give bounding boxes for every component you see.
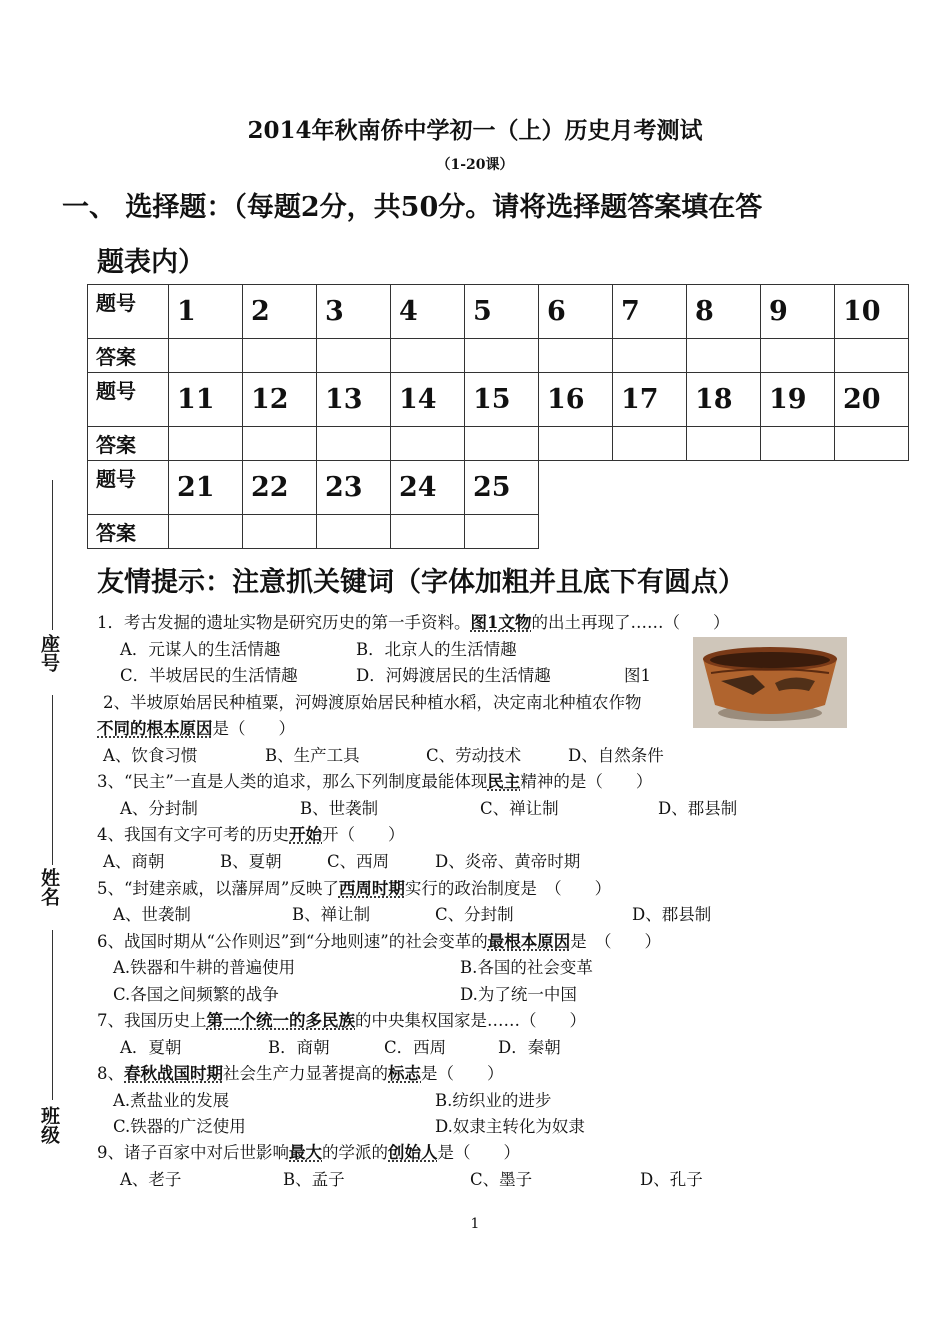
question-text: 的学派的 — [322, 1143, 388, 1162]
q-number: 20 — [835, 373, 909, 427]
answer-table — [87, 284, 909, 549]
answer-cell[interactable] — [539, 427, 613, 461]
answer-cell[interactable] — [317, 515, 391, 549]
answer-cell[interactable] — [761, 427, 835, 461]
q-number: 10 — [835, 285, 909, 339]
a-label: 答案 — [88, 427, 169, 461]
answer-cell[interactable] — [687, 339, 761, 373]
q-label: 题号 — [88, 373, 169, 427]
question-8 — [97, 1060, 504, 1084]
seat-label: 座号 — [38, 634, 60, 672]
answer-cell[interactable] — [687, 427, 761, 461]
question-text: 6、战国时期从“公作则迟”到“分地则速”的社会变革的 — [97, 932, 488, 951]
question-text: 是（ ） — [437, 1143, 520, 1162]
keyword: 标志 — [388, 1064, 421, 1083]
question-text: 9、诸子百家中对后世影响 — [97, 1143, 289, 1162]
exam-title: 2014年秋南侨中学初一（上）历史月考测试 — [247, 117, 703, 144]
q-number: 8 — [687, 285, 761, 339]
question-text: 4、我国有文字可考的历史 — [97, 825, 289, 844]
question-text: 2、半坡原始居民种植粟，河姆渡原始居民种植水稻，决定南北种植农作物 — [103, 693, 642, 712]
q-label: 题号 — [88, 285, 169, 339]
option-a[interactable]: A．夏朝 — [120, 1038, 182, 1057]
answer-cell[interactable] — [539, 339, 613, 373]
option-c[interactable]: C、西周 — [327, 852, 390, 871]
question-text: 的出土再现了……（ ） — [531, 613, 730, 632]
answer-cell[interactable] — [835, 427, 909, 461]
option-c[interactable]: C．西周 — [384, 1038, 447, 1057]
option-d[interactable]: D、自然条件 — [568, 746, 664, 765]
option-b[interactable]: B、孟子 — [283, 1170, 345, 1189]
answer-cell[interactable] — [465, 515, 539, 549]
option-d[interactable]: D．秦朝 — [498, 1038, 561, 1057]
table-row — [88, 427, 909, 461]
answer-cell[interactable] — [613, 427, 687, 461]
table-row — [88, 285, 909, 339]
question-text: 精神的是（ ） — [520, 772, 653, 791]
option-a[interactable]: A、饮食习惯 — [103, 746, 198, 765]
option-b[interactable]: B.纺织业的进步 — [435, 1091, 552, 1110]
q-number: 24 — [391, 461, 465, 515]
question-1 — [97, 609, 729, 633]
answer-cell[interactable] — [613, 339, 687, 373]
a-label: 答案 — [88, 515, 169, 549]
question-6 — [97, 928, 661, 952]
q-number: 11 — [169, 373, 243, 427]
answer-cell[interactable] — [465, 427, 539, 461]
answer-cell[interactable] — [169, 515, 243, 549]
option-c[interactable]: C、分封制 — [435, 905, 514, 924]
keyword: 春秋战国时期 — [124, 1064, 223, 1083]
question-text: 社会生产力显著提高的 — [223, 1064, 388, 1083]
answer-cell[interactable] — [465, 339, 539, 373]
binding-line — [52, 480, 53, 630]
option-a[interactable]: A、分封制 — [120, 799, 198, 818]
answer-cell[interactable] — [391, 339, 465, 373]
q-number: 19 — [761, 373, 835, 427]
q-label: 题号 — [88, 461, 169, 515]
option-a[interactable]: A、老子 — [120, 1170, 182, 1189]
answer-cell[interactable] — [243, 339, 317, 373]
keyword: 图1文物 — [470, 613, 532, 632]
q-number: 7 — [613, 285, 687, 339]
answer-cell[interactable] — [243, 427, 317, 461]
q-number: 15 — [465, 373, 539, 427]
empty-area — [539, 515, 909, 549]
exam-subtitle: （1-20课） — [436, 157, 514, 173]
section-heading: 一、 选择题：（每题2分，共50分。请将选择题答案填在答 — [62, 192, 763, 223]
answer-cell[interactable] — [835, 339, 909, 373]
answer-cell[interactable] — [317, 427, 391, 461]
option-b[interactable]: B、世袭制 — [300, 799, 379, 818]
question-text: 8、 — [97, 1064, 124, 1083]
question-text: 实行的政治制度是 （ ） — [404, 879, 612, 898]
keyword: 最根本原因 — [487, 932, 571, 951]
q-number: 25 — [465, 461, 539, 515]
name-label: 姓名 — [38, 868, 60, 906]
answer-cell[interactable] — [391, 427, 465, 461]
q-number: 1 — [169, 285, 243, 339]
answer-cell[interactable] — [391, 515, 465, 549]
question-text: 的中央集权国家是……（ ） — [355, 1011, 586, 1030]
question-text: 是 （ ） — [570, 932, 661, 951]
q-number: 6 — [539, 285, 613, 339]
q-number: 22 — [243, 461, 317, 515]
q-number: 12 — [243, 373, 317, 427]
table-row — [88, 339, 909, 373]
option-d[interactable]: D、郡县制 — [658, 799, 738, 818]
question-text: 7、我国历史上 — [97, 1011, 207, 1030]
keyword: 第一个统一的多民族 — [206, 1011, 355, 1030]
q-number: 17 — [613, 373, 687, 427]
option-a[interactable]: A．元谋人的生活情趣 — [120, 640, 281, 659]
answer-cell[interactable] — [761, 339, 835, 373]
empty-area — [539, 461, 909, 515]
question-5 — [97, 875, 611, 899]
table-row — [88, 461, 909, 515]
keyword: 最大 — [289, 1143, 322, 1162]
option-a[interactable]: A.铁器和牛耕的普遍使用 — [113, 958, 296, 977]
question-text: 3、“民主”一直是人类的追求，那么下列制度最能体现 — [97, 772, 488, 791]
question-2 — [103, 689, 642, 713]
q-number: 4 — [391, 285, 465, 339]
q-number: 3 — [317, 285, 391, 339]
keyword: 民主 — [487, 772, 521, 791]
question-text: 开（ ） — [322, 825, 405, 844]
answer-cell[interactable] — [317, 339, 391, 373]
q-number: 14 — [391, 373, 465, 427]
option-c[interactable]: C.各国之间频繁的战争 — [113, 985, 279, 1004]
figure-caption: 图1 — [624, 666, 651, 685]
page-number: 1 — [470, 1216, 480, 1232]
q-number: 9 — [761, 285, 835, 339]
question-3 — [97, 768, 652, 792]
q-number: 2 — [243, 285, 317, 339]
question-4 — [97, 821, 405, 845]
question-2-cont — [97, 715, 295, 739]
option-c[interactable]: C、禅让制 — [480, 799, 559, 818]
keyword: 创始人 — [388, 1143, 438, 1162]
pottery-bowl-image — [693, 637, 847, 728]
q-number: 13 — [317, 373, 391, 427]
a-label: 答案 — [88, 339, 169, 373]
q-number: 23 — [317, 461, 391, 515]
binding-line — [52, 695, 53, 865]
option-d[interactable]: D、郡县制 — [632, 905, 712, 924]
option-d[interactable]: D、孔子 — [640, 1170, 703, 1189]
option-a[interactable]: A、商朝 — [103, 852, 165, 871]
q-number: 21 — [169, 461, 243, 515]
option-d[interactable]: D．河姆渡居民的生活情趣 — [356, 666, 551, 685]
option-b[interactable]: B、夏朝 — [220, 852, 282, 871]
tip-heading: 友情提示：注意抓关键词（字体加粗并且底下有圆点） — [97, 567, 745, 598]
question-text: 是（ ） — [421, 1064, 504, 1083]
answer-cell[interactable] — [169, 427, 243, 461]
option-b[interactable]: B．商朝 — [268, 1038, 330, 1057]
question-text: 1．考古发掘的遗址实物是研究历史的第一手资料。 — [97, 613, 471, 632]
keyword: 西周时期 — [338, 879, 405, 898]
class-label: 班级 — [38, 1106, 60, 1144]
question-text: 5、“封建亲戚，以藩屏周”反映了 — [97, 879, 339, 898]
option-b[interactable]: B.各国的社会变革 — [460, 958, 593, 977]
q-number: 18 — [687, 373, 761, 427]
keyword: 不同的根本原因 — [97, 719, 213, 738]
option-d[interactable]: D、炎帝、黄帝时期 — [435, 852, 581, 871]
section-heading-cont: 题表内） — [97, 247, 205, 278]
option-d[interactable]: D.奴隶主转化为奴隶 — [435, 1117, 585, 1136]
option-c[interactable]: C．半坡居民的生活情趣 — [120, 666, 298, 685]
question-7 — [97, 1007, 586, 1031]
keyword: 开始 — [289, 825, 322, 844]
q-number: 5 — [465, 285, 539, 339]
option-b[interactable]: B、生产工具 — [265, 746, 360, 765]
option-c[interactable]: C、墨子 — [470, 1170, 533, 1189]
option-c[interactable]: C.铁器的广泛使用 — [113, 1117, 246, 1136]
question-9 — [97, 1139, 520, 1163]
answer-cell[interactable] — [169, 339, 243, 373]
option-a[interactable]: A、世袭制 — [113, 905, 191, 924]
binding-line — [52, 930, 53, 1100]
option-a[interactable]: A.煮盐业的发展 — [113, 1091, 230, 1110]
table-row — [88, 515, 909, 549]
option-b[interactable]: B．北京人的生活情趣 — [356, 640, 517, 659]
table-row — [88, 373, 909, 427]
question-text: 是（ ） — [212, 719, 295, 738]
option-b[interactable]: B、禅让制 — [292, 905, 371, 924]
q-number: 16 — [539, 373, 613, 427]
answer-cell[interactable] — [243, 515, 317, 549]
option-c[interactable]: C、劳动技术 — [426, 746, 522, 765]
option-d[interactable]: D.为了统一中国 — [460, 985, 577, 1004]
